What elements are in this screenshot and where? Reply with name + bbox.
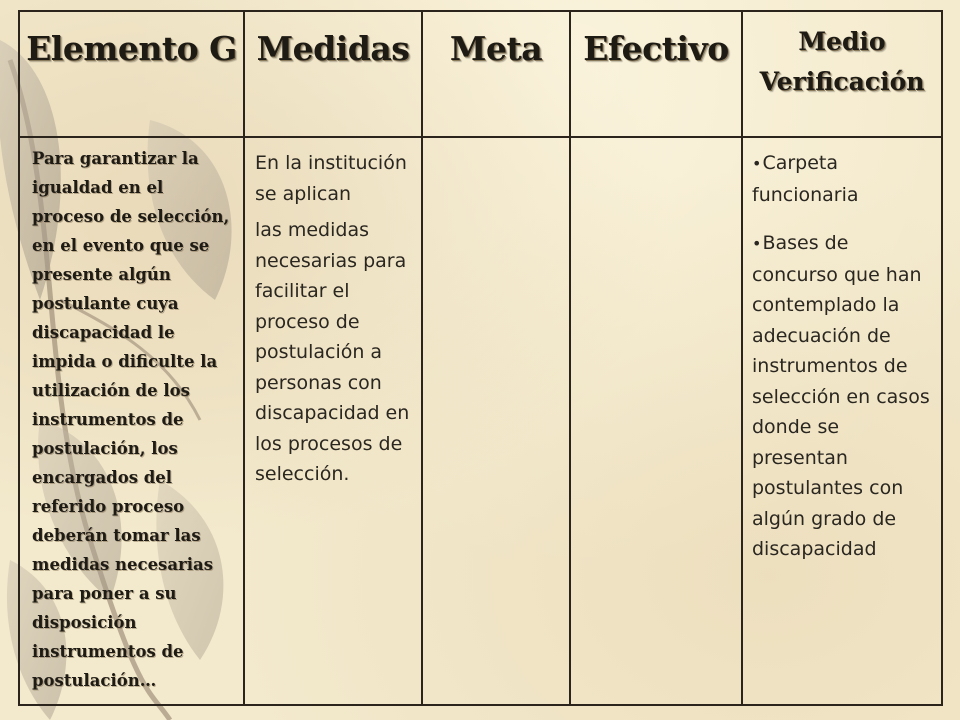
bullet-icon: • (752, 154, 762, 173)
bullet-icon: • (752, 234, 762, 253)
table-header-row (19, 11, 942, 137)
cell-medidas (244, 137, 422, 705)
list-item (752, 228, 937, 565)
header-medio-verificacion (742, 11, 942, 137)
medidas-paragraph-1: En la institución se aplican (255, 152, 407, 205)
medidas-paragraph-2: las medidas necesarias para facilitar el proceso de postulación a personas con discapacidad en los procesos de selección. (255, 219, 410, 485)
header-elemento: Elemento G (19, 11, 244, 137)
medio-item-text: Bases de concurso que han contemplado la adecuación de instrumentos de selección en casos donde se presentan postulantes con algún grado de discapacidad (752, 232, 930, 560)
medio-item-text: Carpeta funcionaria (752, 152, 859, 206)
list-item (752, 148, 937, 210)
cell-medio-verificacion (742, 137, 942, 705)
table-row (19, 137, 942, 705)
header-meta: Meta (422, 11, 570, 137)
header-medidas: Medidas (244, 11, 422, 137)
header-verificacion-line: Verificación (759, 67, 925, 96)
cell-efectivo (570, 137, 742, 705)
header-efectivo: Efectivo (570, 11, 742, 137)
cell-elemento-text: Para garantizar la igualdad en el proceso de selección, en el evento que se presente algún postulante cuya discapacidad le impida o dificulte la utilización de los instrumentos de postulación, los encargados del referido proceso deberán tomar las medidas necesarias para poner a su disposición instrumentos de postulación… (19, 137, 244, 705)
header-medio-line: Medio (798, 27, 886, 56)
cell-meta (422, 137, 570, 705)
elemento-g-table (18, 10, 943, 706)
